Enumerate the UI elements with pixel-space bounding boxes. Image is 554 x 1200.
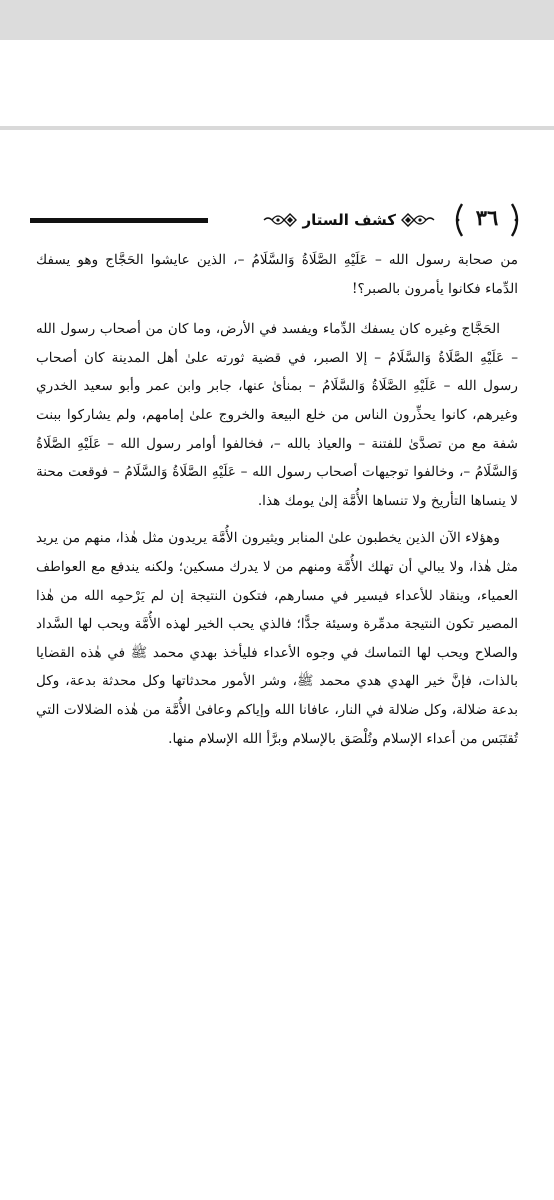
page-number: ٣٦ bbox=[475, 205, 499, 230]
body-text bbox=[36, 246, 518, 762]
ornament-right-icon bbox=[400, 209, 436, 231]
book-title: كشف الستار bbox=[302, 211, 396, 229]
ornament-left-icon bbox=[262, 209, 298, 231]
running-header bbox=[30, 202, 524, 242]
paragraph-2: الحَجَّاج وغيره كان يسفك الدِّماء ويفسد في الأرض، وما كان من أصحاب رسول الله – عَلَيْهِ الصَّلَاةُ وَالسَّلَامُ – إلا الصبر، في قضية ثورته علىٰ أهل المدينة كان أصحاب رسول الله – عَلَيْهِ الصَّلَاةُ وَالسَّلَامُ – بمنأىٰ عنها، جابر وابن عمر وأبو سعيد الخدري وغيرهم، كانوا يحذِّرون الناس من خلع البيعة والخروج علىٰ إمامهم، ولم يشاركوا ببنت شفة مع من تصدَّىٰ للفتنة – والعياذ بالله –، فخالفوا أوامر رسول الله – عَلَيْهِ الصَّلَاةُ وَالسَّلَامُ –، وخالفوا توجيهات أصحاب رسول الله – عَلَيْهِ الصَّلَاةُ وَالسَّلَامُ – فوقعت محنة لا ينساها التأريخ ولا تنساها الأُمَّة إلىٰ يومك هذا. bbox=[36, 321, 518, 509]
status-bar-area bbox=[0, 0, 554, 40]
paragraph-1: من صحابة رسول الله – عَلَيْهِ الصَّلَاةُ وَالسَّلَامُ –، الذين عايشوا الحَجَّاج وهو يسفك الدِّماء فكانوا يأمرون بالصبر؟! bbox=[36, 252, 518, 297]
book-page bbox=[0, 130, 554, 1200]
toolbar-blank-area bbox=[0, 40, 554, 126]
page-number-frame bbox=[450, 202, 524, 238]
header-rule bbox=[30, 218, 208, 223]
header-title-group bbox=[262, 202, 436, 238]
paragraph-3: وهؤلاء الآن الذين يخطبون علىٰ المنابر ويثيرون الأُمَّة يريدون مثل هٰذا، منهم من يريد مثل هٰذا، ولا يبالي أن تهلك الأُمَّة ومنهم من لا يدرك مسكين؛ ولكنه يندفع مع العواطف العمياء، وينقاد للأعداء فيسير في مسارهم، فتكون النتيجة إن لم يَرْحمِه الله من هٰذا المصير تكون النتيجة مدمِّرة وسيئة جدًّا؛ فالذي يحب الخير لهذه الأُمَّة ويحب لها السَّداد والصلاح ويحب لها التماسك في وجوه الأعداء فليأخذ بهدي محمد ﷺ في هٰذه القضايا بالذات، فإنَّ خير الهدي هدي محمد ﷺ، وشر الأمور محدثاتها وكل محدثة بدعة، وكل بدعة ضلالة، وكل ضلالة في النار، عافانا الله وإياكم وعافىٰ الأُمَّة من هٰذه الضلالات التي تُقتَبَس من أعداء الإسلام وتُلْصَق بالإسلام وبرَّأ الله الإسلام منها. bbox=[36, 530, 518, 747]
